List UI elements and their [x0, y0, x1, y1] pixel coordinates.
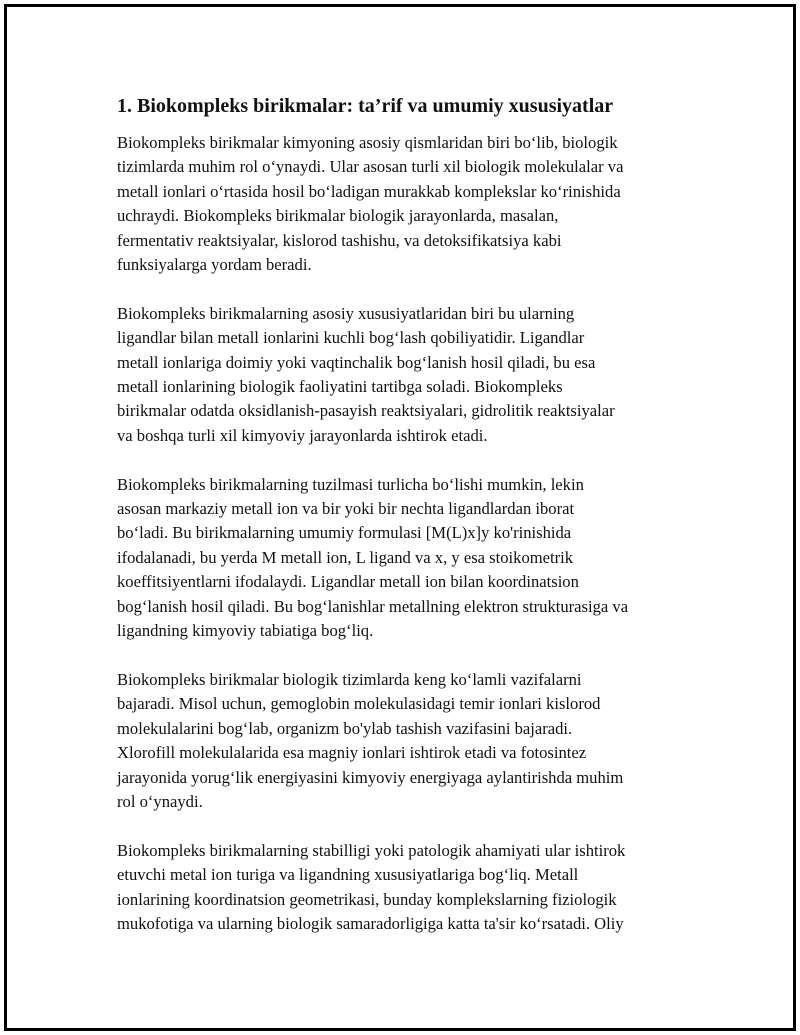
text-line: ifodalanadi, bu yerda M metall ion, L ligand va x, y esa stoikometrik [117, 547, 574, 567]
text-line: metall ionlari o‘rtasida hosil bo‘ladigan murakkab komplekslar ko‘rinishida [117, 181, 621, 201]
text-line: bajaradi. Misol uchun, gemoglobin molekulasidagi temir ionlari kislorod [117, 694, 601, 714]
paragraph-properties [117, 302, 689, 448]
text-line: metall ionlarining biologik faoliyatini tartibga soladi. Biokompleks [117, 377, 563, 397]
paragraph-definition [117, 131, 689, 277]
text-line: Biokompleks birikmalarning stabilligi yoki patologik ahamiyati ular ishtirok [117, 840, 626, 860]
text-line: jarayonida yorug‘lik energiyasini kimyoviy energiyaga aylantirishda muhim [117, 767, 624, 787]
text-line: rol o‘ynaydi. [117, 791, 203, 811]
text-line: ionlarining koordinatsion geometrikasi, bunday komplekslarning fiziologik [117, 889, 617, 909]
text-line: fermentativ reaktsiyalar, kislorod tashishu, va detoksifikatsiya kabi [117, 230, 562, 250]
paragraph-structure [117, 473, 689, 644]
text-line: metall ionlariga doimiy yoki vaqtinchalik bog‘lanish hosil qiladi, bu esa [117, 352, 596, 372]
text-line: birikmalar odatda oksidlanish-pasayish reaktsiyalari, gidrolitik reaktsiyalar [117, 401, 615, 421]
text-line: funksiyalarga yordam beradi. [117, 255, 312, 275]
text-line: mukofotiga va ularning biologik samaradorligiga katta ta'sir ko‘rsatadi. Oliy [117, 913, 624, 933]
text-line: asosan markaziy metall ion va bir yoki bir nechta ligandlardan iborat [117, 499, 575, 519]
text-line: ligandning kimyoviy tabiatiga bog‘liq. [117, 621, 374, 641]
paragraph-functions [117, 668, 689, 814]
document-body [117, 92, 689, 961]
text-line: koeffitsiyentlarni ifodalaydi. Ligandlar metall ion bilan koordinatsion [117, 572, 579, 592]
text-line: etuvchi metal ion turiga va ligandning xususiyatlariga bog‘liq. Metall [117, 865, 579, 885]
text-line: tizimlarda muhim rol o‘ynaydi. Ular asosan turli xil biologik molekulalar va [117, 157, 624, 177]
text-line: ligandlar bilan metall ionlarini kuchli bog‘lash qobiliyatidir. Ligandlar [117, 328, 585, 348]
text-line: Xlorofill molekulalarida esa magniy ionlari ishtirok etadi va fotosintez [117, 743, 587, 763]
text-line: Biokompleks birikmalar kimyoning asosiy qismlaridan biri bo‘lib, biologik [117, 133, 618, 152]
text-line: Biokompleks birikmalarning asosiy xususiyatlaridan biri bu ularning [117, 303, 575, 323]
text-line: va boshqa turli xil kimyoviy jarayonlarda ishtirok etadi. [117, 425, 488, 445]
text-line: Biokompleks birikmalar biologik tizimlarda keng ko‘lamli vazifalarni [117, 669, 582, 689]
text-line: bog‘lanish hosil qiladi. Bu bog‘lanishlar metallning elektron strukturasiga va [117, 596, 629, 616]
text-line: uchraydi. Biokompleks birikmalar biologik jarayonlarda, masalan, [117, 206, 559, 226]
text-line: molekulalarini bog‘lab, organizm bo'ylab tashish vazifasini bajaradi. [117, 718, 573, 738]
text-line: bo‘ladi. Bu birikmalarning umumiy formulasi [M(L)x]y ko'rinishida [117, 523, 572, 543]
section-title: 1. Biokompleks birikmalar: ta’rif va umumiy xususiyatlar [117, 95, 614, 117]
text-line: Biokompleks birikmalarning tuzilmasi turlicha bo‘lishi mumkin, lekin [117, 474, 584, 494]
paragraph-stability [117, 839, 689, 937]
